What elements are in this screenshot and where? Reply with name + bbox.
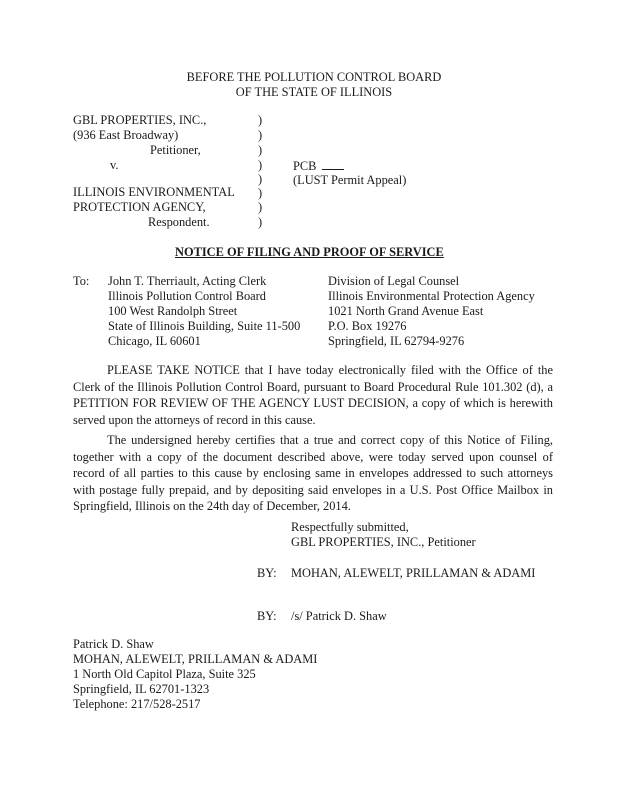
versus: v. xyxy=(110,158,119,172)
signature-by-label: BY: xyxy=(257,609,277,623)
attorney-firm: MOHAN, ALEWELT, PRILLAMAN & ADAMI xyxy=(73,652,318,666)
respondent-line1: ILLINOIS ENVIRONMENTAL xyxy=(73,185,235,199)
attorney-phone: Telephone: 217/528-2517 xyxy=(73,697,201,711)
attorney-address1: 1 North Old Capitol Plaza, Suite 325 xyxy=(73,667,256,681)
recipient-left-line: State of Illinois Building, Suite 11-500 xyxy=(108,319,301,333)
certification-paragraph: The undersigned hereby certifies that a true and correct copy of this Notice of Filing, together with a copy of the document described above, were today served upon counsel of record of all parties to this cause by enclosing same in envelopes addressed to such attorneys with postage fully prepaid, and by depositing said envelopes in a U.S. Post Office Mailbox in Springfield, Illinois on the 24th day of December, 2014. xyxy=(73,433,553,513)
signature-by-label: BY: xyxy=(257,566,277,580)
case-number xyxy=(293,158,344,174)
court-heading-line2: OF THE STATE OF ILLINOIS xyxy=(235,85,393,99)
case-label: PCB xyxy=(293,159,317,173)
electronic-signature: /s/ Patrick D. Shaw xyxy=(291,609,387,623)
petitioner-address: (936 East Broadway) xyxy=(73,128,179,142)
recipient-right-line: 1021 North Grand Avenue East xyxy=(328,304,484,318)
signature-closing: Respectfully submitted, xyxy=(291,520,409,534)
signature-party: GBL PROPERTIES, INC., Petitioner xyxy=(291,535,476,549)
caption-paren: ) xyxy=(258,186,263,200)
court-heading-line1: BEFORE THE POLLUTION CONTROL BOARD xyxy=(186,70,442,84)
recipient-right-line: P.O. Box 19276 xyxy=(328,319,407,333)
recipient-left-line: Illinois Pollution Control Board xyxy=(108,289,266,303)
recipient-right-line: Springfield, IL 62794-9276 xyxy=(328,334,465,348)
recipient-right-line: Division of Legal Counsel xyxy=(328,274,460,288)
recipient-right-line: Illinois Environmental Protection Agency xyxy=(328,289,535,303)
caption-paren: ) xyxy=(258,172,263,186)
case-number-blank xyxy=(322,158,344,170)
to-label: To: xyxy=(73,274,90,288)
signature-firm: MOHAN, ALEWELT, PRILLAMAN & ADAMI xyxy=(291,566,536,580)
respondent-role: Respondent. xyxy=(148,215,210,229)
recipient-left-line: 100 West Randolph Street xyxy=(108,304,238,318)
attorney-name: Patrick D. Shaw xyxy=(73,637,154,651)
caption-paren: ) xyxy=(258,200,263,214)
caption-paren: ) xyxy=(258,113,263,127)
document-title-text: NOTICE OF FILING AND PROOF OF SERVICE xyxy=(175,245,444,259)
respondent-line2: PROTECTION AGENCY, xyxy=(73,200,206,214)
caption-paren: ) xyxy=(258,143,263,157)
case-type: (LUST Permit Appeal) xyxy=(293,173,407,187)
recipient-left-line: John T. Therriault, Acting Clerk xyxy=(108,274,267,288)
attorney-address2: Springfield, IL 62701-1323 xyxy=(73,682,210,696)
petitioner-role: Petitioner, xyxy=(150,143,201,157)
caption-paren: ) xyxy=(258,128,263,142)
caption-paren: ) xyxy=(258,215,263,229)
recipient-left-line: Chicago, IL 60601 xyxy=(108,334,201,348)
caption-paren: ) xyxy=(258,158,263,172)
petitioner-name: GBL PROPERTIES, INC., xyxy=(73,113,207,127)
notice-paragraph: PLEASE TAKE NOTICE that I have today electronically filed with the Office of the Clerk of the Illinois Pollution Control Board, pursuant to Board Procedural Rule 101.302 (d), a PETITION FOR REVIEW OF THE AGENCY LUST DECISION, a copy of which is herewith served upon the attorneys of record in this cause. xyxy=(73,363,553,427)
document-title xyxy=(175,245,444,260)
